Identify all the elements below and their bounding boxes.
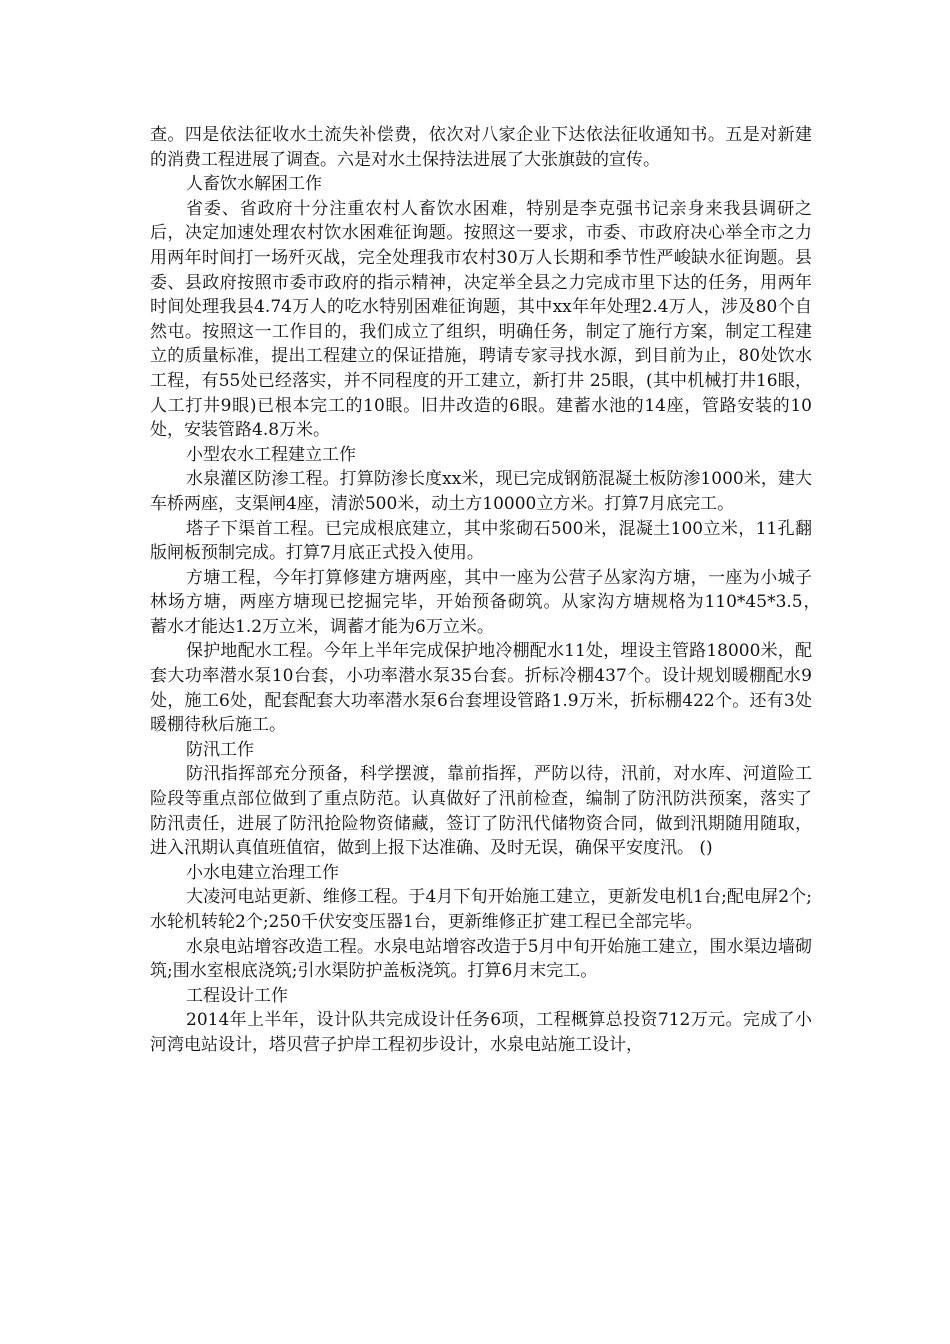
section-heading: 防汛工作 [186, 739, 254, 760]
paragraph: 塔子下渠首工程。已完成根底建立，其中浆砌石500米，混凝土100立米，11孔翻版闸板预制完成。打算7月底正式投入使用。 [150, 518, 812, 564]
paragraph: 方塘工程，今年打算修建方塘两座，其中一座为公营子丛家沟方塘，一座为小城子林场方塘，两座方塘现已挖掘完毕，开始预备砌筑。从家沟方塘规格为110*45*3.5， 蓄水才能达1.2万立米，调蓄才能为6万立米。 [150, 567, 829, 637]
paragraph: 水泉电站增容改造工程。水泉电站增容改造于5月中旬开始施工建立，围水渠边墙砌筑;围水室根底浇筑;引水渠防护盖板浇筑。打算6月末完工。 [150, 936, 812, 982]
section-heading: 工程设计工作 [186, 985, 288, 1006]
paragraph: 水泉灌区防渗工程。打算防渗长度xx米，现已完成钢筋混凝土板防渗1000米，建大车桥两座，支渠闸4座，清淤500米，动土方10000立方米。打算7月底完工。 [150, 469, 812, 514]
section-heading: 人畜饮水解困工作 [186, 174, 322, 195]
section-heading: 小型农水工程建立工作 [186, 444, 356, 465]
document-page [150, 123, 829, 1058]
paragraph: 保护地配水工程。今年上半年完成保护地冷棚配水11处，埋设主管路18000米，配套大功率潜水泵10台套，小功率潜水泵35台套。折标冷棚437个。设计规划暖棚配水9处，施工6处，配套配套大功率潜水泵6台套埋设管路1.9万米，折标棚422个。还有3处暖棚待秋后施工。 [150, 641, 812, 736]
paragraph: 查。四是依法征收水土流失补偿费，依次对八家企业下达依法征收通知书。五是对新建的消费工程进展了调查。六是对水土保持法进展了大张旗鼓的宣传。 [150, 125, 812, 170]
paragraph: 2014年上半年，设计队共完成设计任务6项，工程概算总投资712万元。完成了小河湾电站设计，塔贝营子护岸工程初步设计，水泉电站施工设计， [150, 1010, 812, 1055]
paragraph: 省委、省政府十分注重农村人畜饮水困难，特别是李克强书记亲身来我县调研之后，决定加速处理农村饮水困难征询题。按照这一要求，市委、市政府决心举全市之力用两年时间打一场歼灭战，完全处理我市农村30万人长期和季节性严峻缺水征询题。县委、县政府按照市委市政府的指示精神，决定举全县之力完成市里下达的任务，用两年时间处理我县4.74万人的吃水特别困难征询题，其中xx年年处理2.4万人，涉及80个自然屯。按照这一工作目的，我们成立了组织，明确任务，制定了施行方案，制定工程建立的质量标准，提出工程建立的保证措施，聘请专家寻找水源，到目前为止，80处饮水工程，有55处已经落实，并不同程度的开工建立，新打井 25眼，(其中机械打井16眼，人工打井9眼)已根本完工的10眼。旧井改造的6眼。建蓄水池的14座，管路安装的10处，安装管路4.8万米。 [150, 198, 812, 441]
section-heading: 小水电建立治理工作 [186, 862, 339, 883]
paragraph: 大凌河电站更新、维修工程。于4月下旬开始施工建立，更新发电机1台;配电屏2个;水轮机转轮2个;250千伏安变压器1台，更新维修正扩建工程已全部完毕。 [150, 887, 812, 932]
paragraph: 防汛指挥部充分预备，科学摆渡，靠前指挥，严防以待，汛前，对水库、河道险工险段等重点部位做到了重点防范。认真做好了汛前检查，编制了防汛防洪预案，落实了防汛责任，进展了防汛抢险物资储藏，签订了防汛代储物资合同，做到汛期随用随取，进入汛期认真值班值宿，做到上报下达准确、及时无误，确保平安度汛。 () [150, 764, 812, 859]
